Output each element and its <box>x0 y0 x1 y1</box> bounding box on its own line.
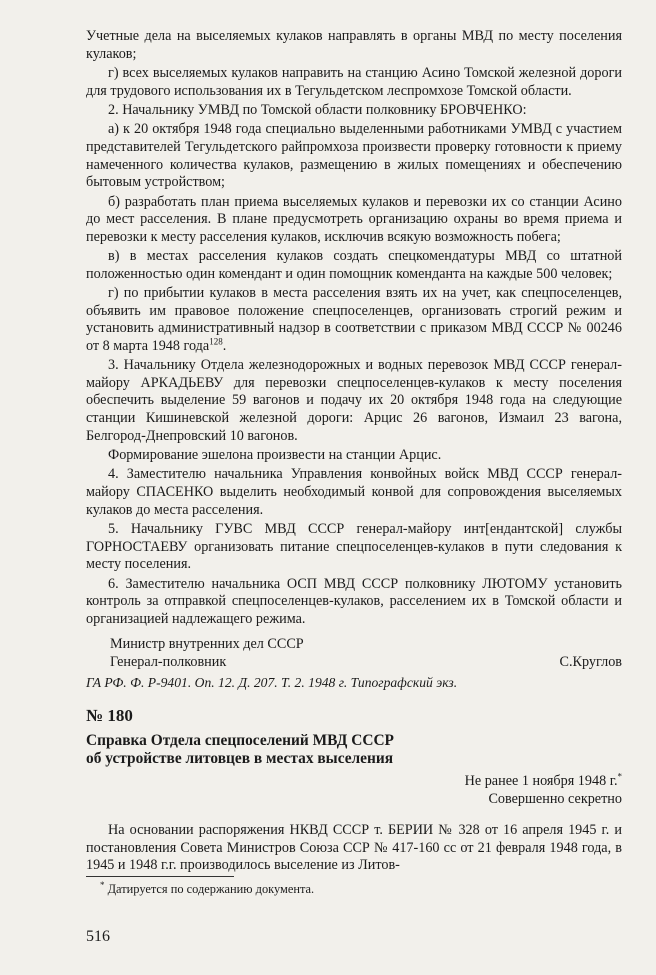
paragraph: в) в местах расселения кулаков создать спецкомендатуры МВД со штатной положенностью один комендант и один помощник коменданта на каждые 500 человек; <box>86 248 622 282</box>
date-text: Не ранее 1 ноября 1948 г. <box>464 773 618 789</box>
signature-rank: Генерал-полковник <box>110 654 227 671</box>
note-reference: 128 <box>209 336 223 347</box>
footnote-divider <box>86 876 234 877</box>
title-line: Справка Отдела спецпоселений МВД СССР <box>86 732 394 749</box>
paragraph-end: . <box>222 337 227 354</box>
paragraph: 2. Начальнику УМВД по Томской области полковнику БРОВЧЕНКО: <box>108 101 527 118</box>
archive-source: ГА РФ. Ф. Р-9401. Оп. 12. Д. 207. Т. 2. 1948 г. Типографский экз. <box>86 675 458 690</box>
paragraph <box>86 285 622 355</box>
signature-block <box>86 636 622 674</box>
body-text <box>86 28 622 674</box>
paragraph: Учетные дела на выселяемых кулаков направлять в органы МВД по месту поселения кулаков; <box>86 28 622 62</box>
document-number: № 180 <box>86 706 133 725</box>
paragraph: б) разработать план приема выселяемых кулаков и перевозки их со станции Асино до мест расселения. В плане предусмотреть организацию охраны во время приема и перевозки к месту расселения кулаков, исключив всякую возможность побега; <box>86 193 622 245</box>
classification: Совершенно секретно <box>488 790 622 807</box>
paragraph: 4. Заместителю начальника Управления конвойных войск МВД СССР генерал-майору СПАСЕНКО выделить необходимый конвой для сопровождения выселяемых кулаков до места расселения. <box>86 466 622 518</box>
paragraph: 6. Заместителю начальника ОСП МВД СССР полковнику ЛЮТОМУ установить контроль за отправкой спецпоселенцев-кулаков, расселением их в Томской области и организацией надлежащего режима. <box>86 575 622 627</box>
footnote-mark: * <box>100 879 105 890</box>
document-date-block <box>465 773 622 808</box>
paragraph: г) всех выселяемых кулаков направить на станцию Асино Томской железной дороги для трудового использования их в Тегульдетском леспромхозе Томской области. <box>86 64 622 99</box>
document-title <box>86 732 506 768</box>
paragraph: Формирование эшелона произвести на станции Арцис. <box>108 447 442 464</box>
signature-name: С.Круглов <box>559 654 622 671</box>
title-line: об устройстве литовцев в местах выселения <box>86 750 394 767</box>
paragraph-text: г) по прибытии кулаков в места расселения взять их на учет, как спецпоселенцев, объявить им правовое положение спецпоселенцев, организовать строгий режим и установить административный надзор в соответствии с приказом МВД СССР № 00246 от 8 марта 1948 года <box>86 285 622 354</box>
footnote-reference: * <box>617 771 622 782</box>
paragraph: 5. Начальнику ГУВС МВД СССР генерал-майору инт[ендантской] службы ГОРНОСТАЕВУ организовать питание спецпоселенцев-кулаков в пути следования к месту поселения. <box>86 521 622 573</box>
paragraph: а) к 20 октября 1948 года специально выделенными работниками УМВД с участием представителей Тегульдетского райпромхоза произвести проверку готовности к приему намеченного количества кулаков, размещению в жилых помещениях и обеспечению бытовым устройством; <box>86 121 622 191</box>
document-date <box>465 773 622 791</box>
paragraph: На основании распоряжения НКВД СССР т. БЕРИИ № 328 от 16 апреля 1945 г. и постановления Совета Министров Союза ССР № 417-160 сс от 21 февраля 1948 года, в 1945 и 1948 г.г. производилось выселение из Литов- <box>86 822 622 874</box>
footnote <box>100 879 315 897</box>
document-intro <box>86 822 622 875</box>
page-number: 516 <box>86 928 110 945</box>
paragraph: 3. Начальнику Отдела железнодорожных и водных перевозок МВД СССР генерал-майору АРКАДЬЕВУ для перевозки спецпоселенцев-кулаков к месту поселения обеспечить выделение 59 вагонов и подачу их 20 октября 1948 года на следующие станции Кишиневской железной дороги: Арцис 26 вагонов, Измаил 23 вагона, Белгород-Днепровский 10 вагонов. <box>86 357 622 444</box>
footnote-text: Датируется по содержанию документа. <box>107 882 315 896</box>
signature-title: Министр внутренних дел СССР <box>110 636 304 653</box>
